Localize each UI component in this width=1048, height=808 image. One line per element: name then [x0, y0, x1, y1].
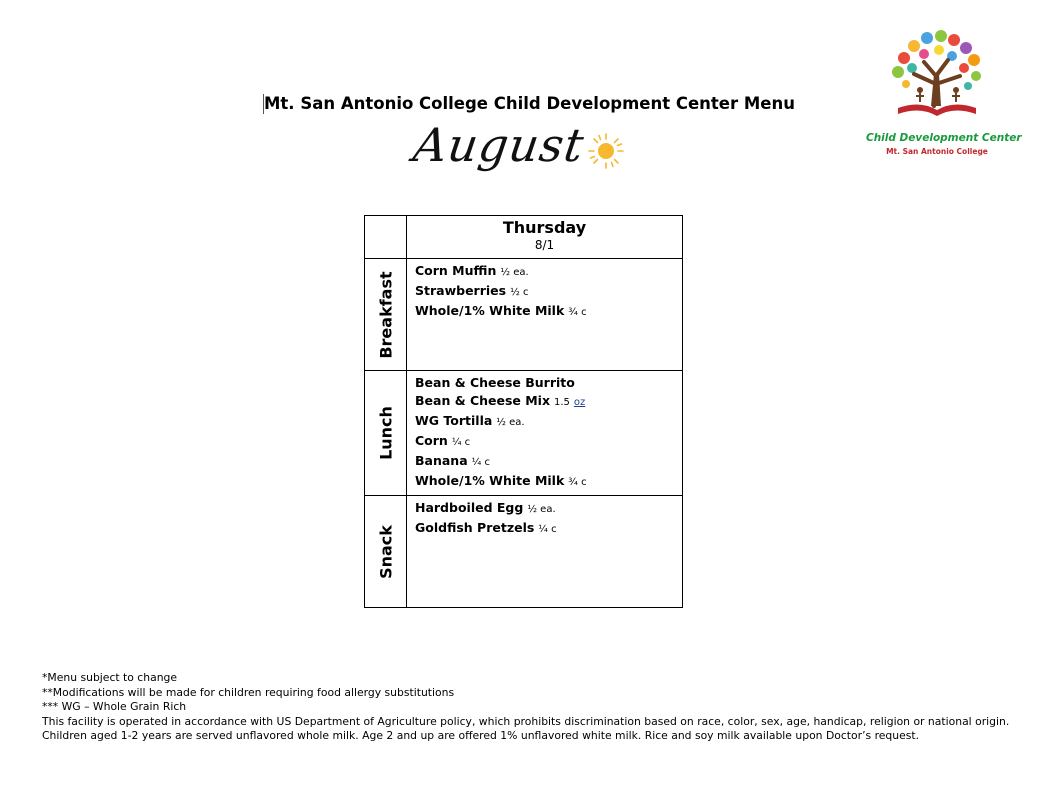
- tree-logo-icon: [884, 28, 990, 118]
- item-qty: ¾ c: [568, 477, 587, 488]
- footnotes: [42, 671, 1032, 744]
- menu-item: [415, 392, 682, 412]
- menu-item: [415, 374, 682, 392]
- footnote-usda: This facility is operated in accordance with US Department of Agriculture policy, which prohibits discrimination based on race, color, sex, age, handicap, religion or national origin.: [42, 714, 1010, 728]
- footnote-whole-grain: *** WG – Whole Grain Rich: [42, 700, 187, 713]
- menu-item: [415, 302, 682, 322]
- item-qty: ¾ c: [568, 307, 587, 318]
- sun-icon: [586, 131, 626, 171]
- item-qty: ½ ea.: [500, 267, 529, 278]
- menu-item: [415, 499, 682, 519]
- item-qty: ¼ c: [451, 437, 471, 448]
- item-name: Corn: [415, 433, 448, 448]
- day-name: Thursday: [502, 218, 587, 237]
- item-qty: ¼ c: [538, 524, 557, 535]
- cdc-logo: [866, 28, 1022, 160]
- item-qty: ½ ea.: [527, 504, 556, 515]
- item-qty: 1.5: [554, 397, 570, 408]
- item-name: WG Tortilla: [415, 413, 493, 428]
- item-name: Bean & Cheese Mix: [415, 393, 551, 408]
- logo-title: Child Development Center: [866, 132, 1022, 144]
- table-corner-cell: [365, 216, 407, 259]
- snack-row: [365, 496, 683, 608]
- logo-subtitle: Mt. San Antonio College: [886, 147, 988, 156]
- breakfast-items-cell: [407, 259, 683, 371]
- menu-item: [415, 432, 682, 452]
- breakfast-label-cell: [365, 259, 407, 371]
- item-qty: ½ c: [510, 287, 529, 298]
- day-date: 8/1: [534, 238, 555, 252]
- menu-item: [415, 262, 682, 282]
- breakfast-row: [365, 259, 683, 371]
- item-unit-link[interactable]: oz: [573, 397, 586, 408]
- lunch-items-cell: [407, 371, 683, 496]
- menu-item: [415, 472, 682, 492]
- snack-items-cell: [407, 496, 683, 608]
- month-heading: August: [410, 118, 588, 172]
- menu-item: [415, 282, 682, 302]
- breakfast-label: Breakfast: [376, 270, 395, 359]
- lunch-label: Lunch: [376, 406, 395, 460]
- footnote-milk: Children aged 1-2 years are served unflavored whole milk. Age 2 and up are offered 1% unflavored white milk. Rice and soy milk available upon Doctor’s request.: [42, 729, 920, 742]
- item-name: Corn Muffin: [415, 263, 497, 278]
- footnote-allergy: **Modifications will be made for children requiring food allergy substitutions: [42, 685, 455, 699]
- item-name: Whole/1% White Milk: [415, 303, 565, 318]
- day-header-cell: [407, 216, 683, 259]
- snack-label: Snack: [376, 524, 395, 579]
- item-name: Strawberries: [415, 283, 507, 298]
- lunch-row: [365, 371, 683, 496]
- footnote-menu-change: *Menu subject to change: [42, 671, 178, 684]
- item-qty: ¼ c: [471, 457, 490, 468]
- item-name: Banana: [415, 453, 468, 468]
- menu-item: [415, 452, 682, 472]
- item-name: Goldfish Pretzels: [415, 520, 535, 535]
- item-name: Bean & Cheese Burrito: [415, 375, 575, 390]
- item-qty: ½ ea.: [496, 417, 525, 428]
- menu-item: [415, 519, 682, 539]
- page-title: Mt. San Antonio College Child Development Center Menu: [264, 94, 795, 113]
- menu-table: [364, 215, 683, 608]
- lunch-label-cell: [365, 371, 407, 496]
- item-name: Hardboiled Egg: [415, 500, 524, 515]
- item-name: Whole/1% White Milk: [415, 473, 565, 488]
- menu-item: [415, 412, 682, 432]
- snack-label-cell: [365, 496, 407, 608]
